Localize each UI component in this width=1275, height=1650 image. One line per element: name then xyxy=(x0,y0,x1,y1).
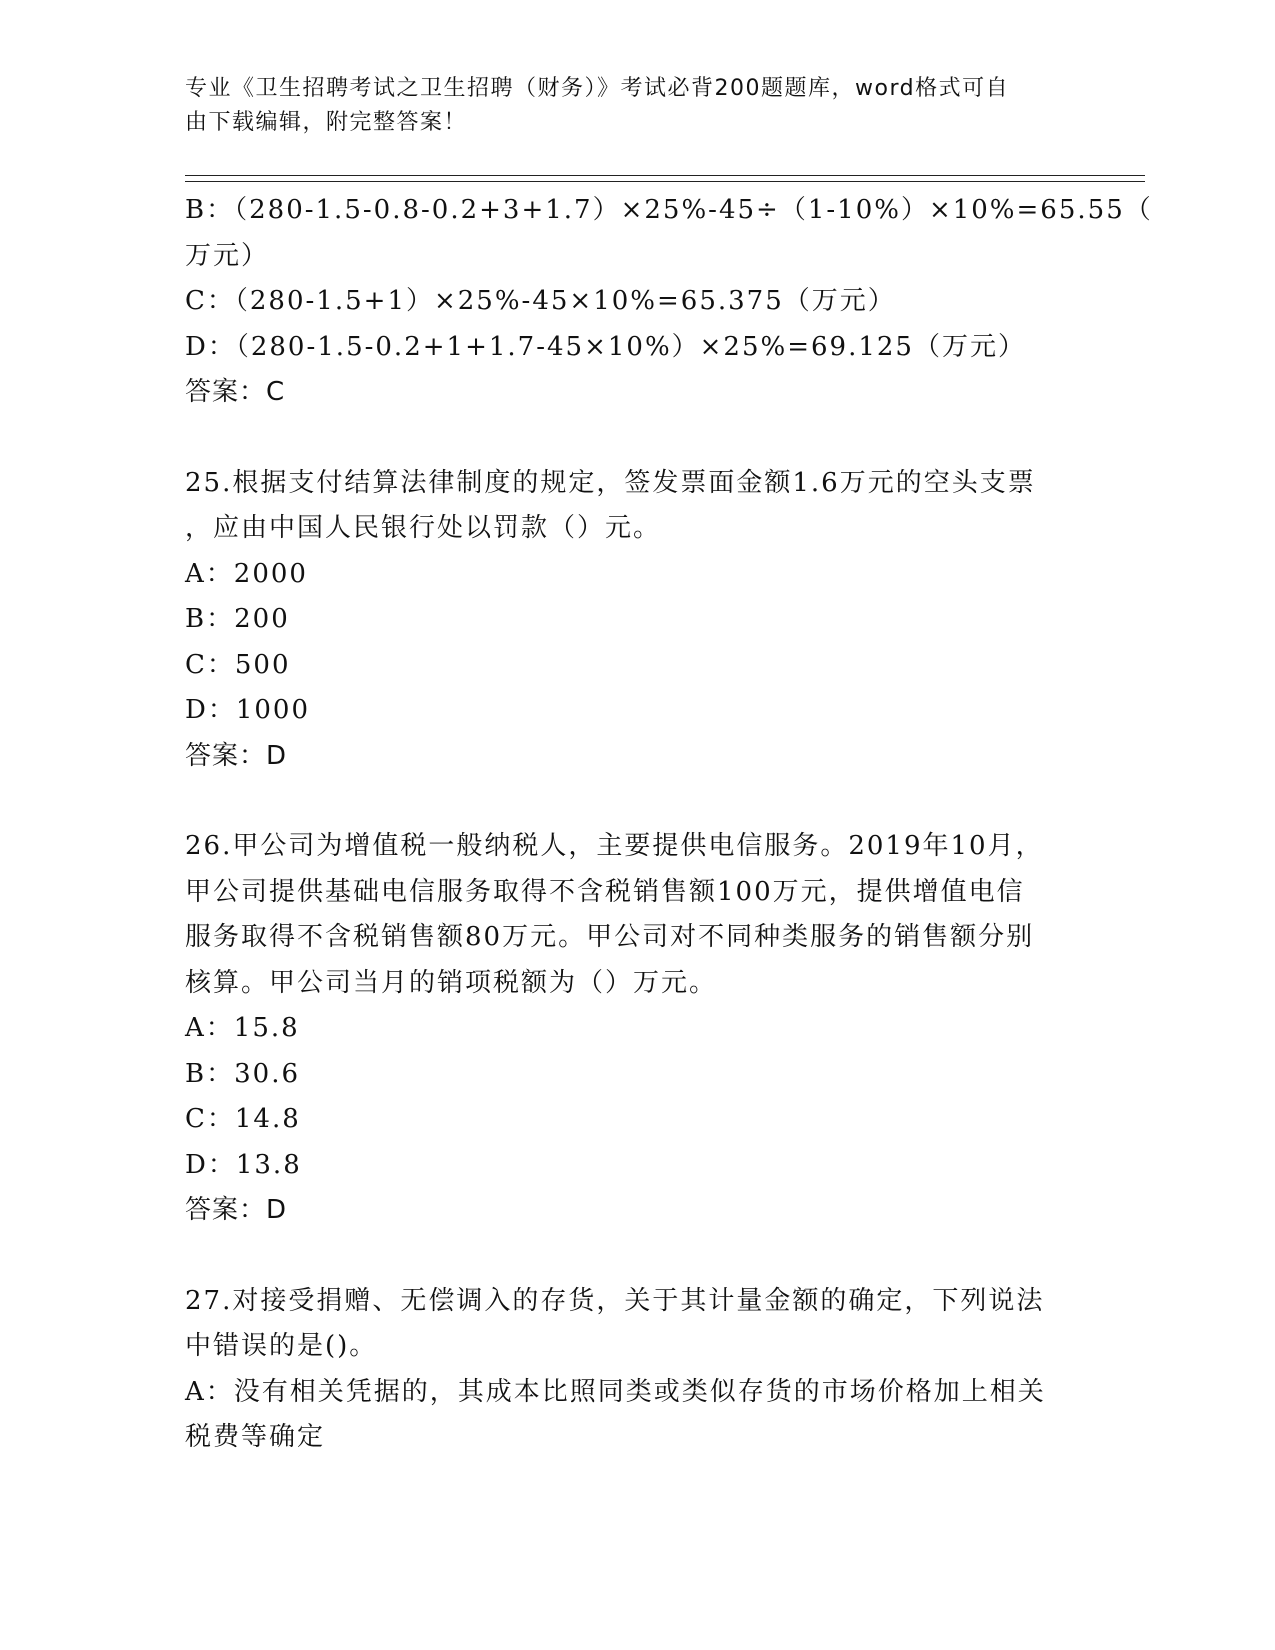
option-line: B：200 xyxy=(185,604,290,634)
option-line: 税费等确定 xyxy=(185,1422,326,1452)
option-line: 万元） xyxy=(185,240,270,271)
question-text-line: 27.对接受捐赠、无偿调入的存货，关于其计量金额的确定，下列说法 xyxy=(185,1285,1045,1316)
option-line: D：1000 xyxy=(185,695,311,725)
option-line: A：15.8 xyxy=(185,1013,300,1043)
answer-line: 答案：D xyxy=(185,1195,288,1225)
prev-question-block xyxy=(185,188,1153,416)
option-line: C：（280-1.5+1）×25%-45×10%=65.375（万元） xyxy=(185,286,896,316)
header-title-line-1: 专业《卫生招聘考试之卫生招聘（财务）》考试必背200题题库，word格式可自 xyxy=(185,76,1010,101)
option-line: B：30.6 xyxy=(185,1058,300,1089)
option-line: B：（280-1.5-0.8-0.2+3+1.7）×25%-45÷（1-10%）×10%=65.55（ xyxy=(185,195,1153,225)
header-divider-top xyxy=(185,175,1145,176)
option-line: D：13.8 xyxy=(185,1149,302,1180)
answer-line: 答案：D xyxy=(185,740,288,771)
question-26-block xyxy=(185,824,1105,1234)
question-text-line: 核算。甲公司当月的销项税额为（）万元。 xyxy=(185,967,718,998)
option-line: C：500 xyxy=(185,649,291,680)
question-text-line: 25.根据支付结算法律制度的规定，签发票面金额1.6万元的空头支票 xyxy=(185,467,1036,498)
question-text-line: 服务取得不含税销售额80万元。甲公司对不同种类服务的销售额分别 xyxy=(185,922,1035,952)
question-27-block xyxy=(185,1279,1105,1461)
answer-line: 答案：C xyxy=(185,377,286,407)
question-text-line: 26.甲公司为增值税一般纳税人，主要提供电信服务。2019年10月， xyxy=(185,831,1044,861)
question-25-block xyxy=(185,461,1105,780)
document-header xyxy=(185,72,1065,140)
document-body xyxy=(185,188,1153,1461)
option-line: C：14.8 xyxy=(185,1104,301,1134)
option-line: A：2000 xyxy=(185,558,308,589)
option-line: D：（280-1.5-0.2+1+1.7-45×10%）×25%=69.125（万元） xyxy=(185,331,1026,362)
question-text-line: 甲公司提供基础电信服务取得不含税销售额100万元，提供增值电信 xyxy=(185,876,1025,907)
header-title-line-2: 由下载编辑，附完整答案！ xyxy=(185,110,468,135)
header-divider-bottom xyxy=(185,181,1145,182)
option-line: A：没有相关凭据的，其成本比照同类或类似存货的市场价格加上相关 xyxy=(185,1376,1046,1407)
question-text-line: 中错误的是()。 xyxy=(185,1331,378,1361)
question-text-line: ，应由中国人民银行处以罚款（）元。 xyxy=(185,513,662,543)
